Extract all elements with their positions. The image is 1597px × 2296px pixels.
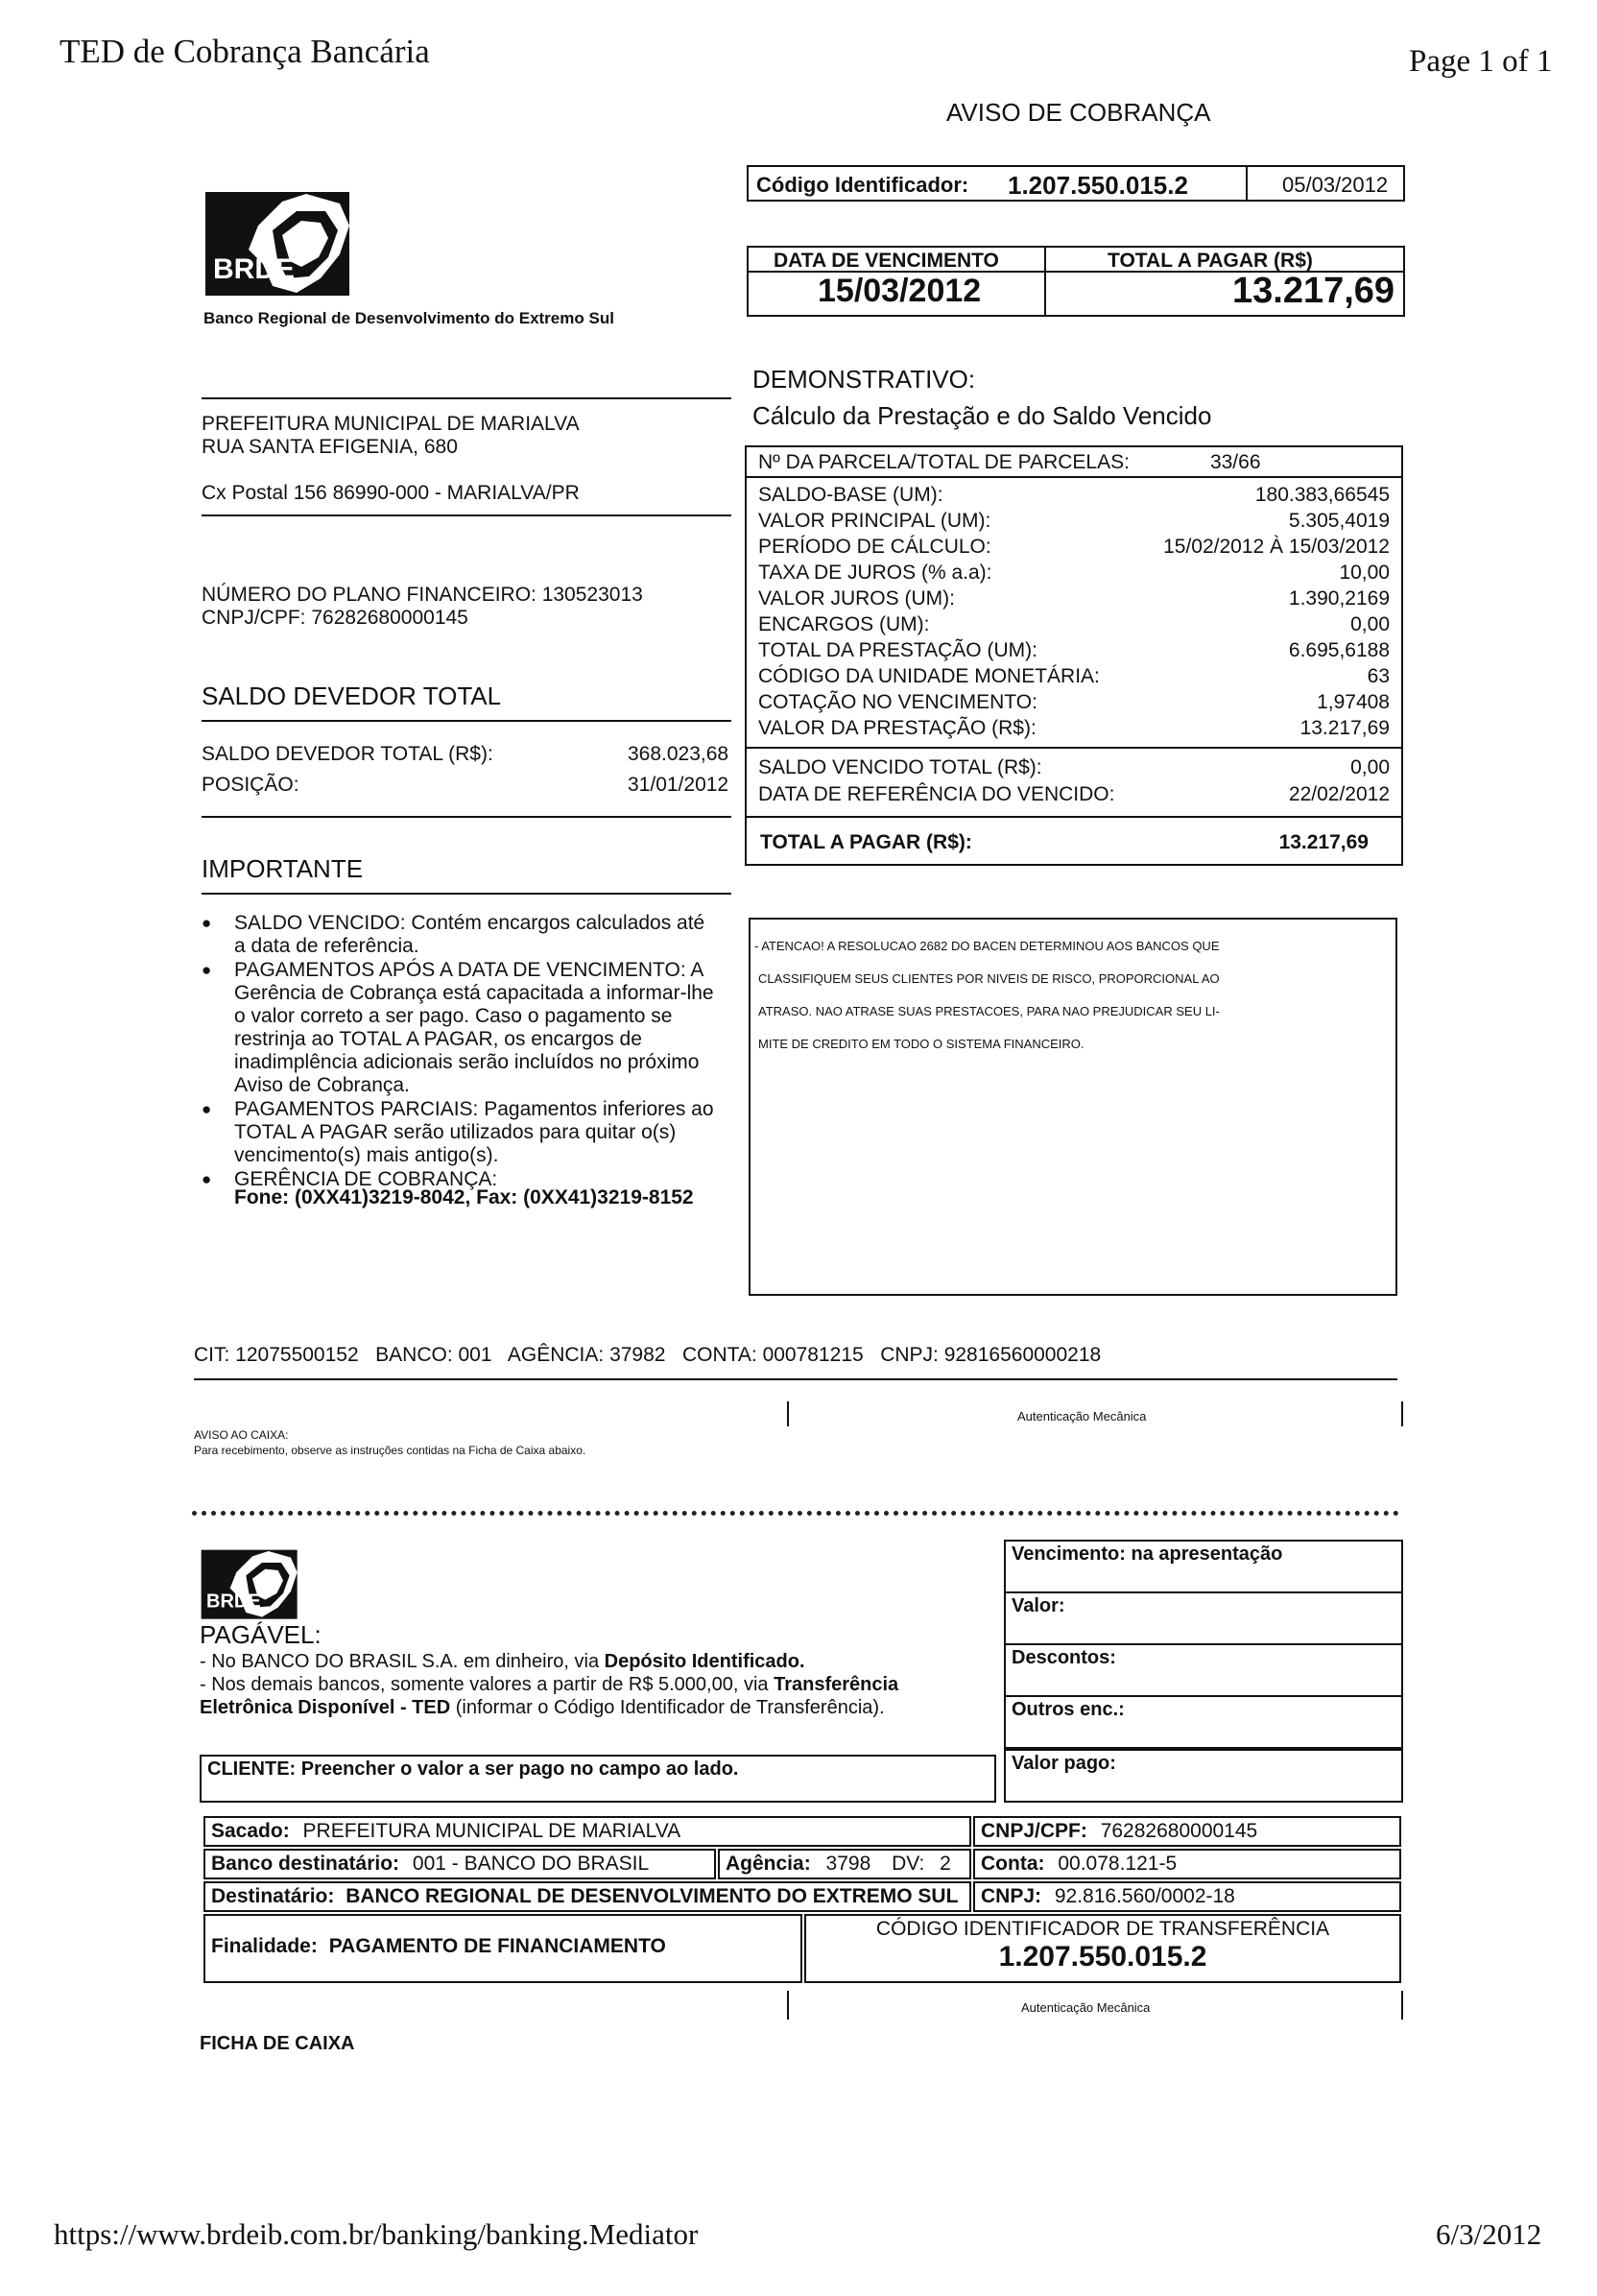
importante-item: ● PAGAMENTOS APÓS A DATA DE VENCIMENTO: A Gerência de Cobrança está capacitada a informar-lhe o valor correto a ser pago. Caso o pagamento se restrinja ao TOTAL A PAGAR, os encargos de inadimplência adicionais serão incluídos no próximo Aviso de Cobrança. (202, 959, 720, 1097)
demo-subtitle: Cálculo da Prestação e do Saldo Vencido (752, 401, 1212, 430)
banco-cell (203, 1849, 716, 1879)
cnpj-value: 92.816.560/0002-18 (1054, 1885, 1235, 1907)
pagavel-line1 (200, 1651, 805, 1673)
pagavel-line1-text: - No BANCO DO BRASIL S.A. em dinheiro, via (200, 1651, 605, 1672)
importante-title: IMPORTANTE (202, 854, 364, 883)
importante-item: ● GERÊNCIA DE COBRANÇA: (202, 1168, 720, 1191)
sacado-cell (203, 1816, 971, 1847)
demo-row-value: 5.305,4019 (1288, 510, 1390, 532)
logo-small-text: BRDE (206, 1590, 261, 1613)
auth-label-bottom: Autenticação Mecânica (1021, 2000, 1151, 2015)
agencia-value: 3798 (825, 1853, 871, 1875)
finalidade-cell (203, 1914, 802, 1983)
saldo-title: SALDO DEVEDOR TOTAL (202, 682, 502, 710)
banco-label: Banco destinatário: (211, 1853, 400, 1875)
address-line3: Cx Postal 156 86990-000 - MARIALVA/PR (202, 482, 580, 504)
pagavel-line2-bold: Transferência (774, 1674, 899, 1695)
document-title: TED de Cobrança Bancária (60, 33, 430, 70)
demo-row-value: 6.695,6188 (1288, 639, 1390, 661)
agencia-cell (718, 1849, 971, 1879)
notice-line: MITE DE CREDITO EM TODO O SISTEMA FINANCEIRO. (758, 1037, 1085, 1051)
demo-row-label: PERÍODO DE CÁLCULO: (758, 536, 991, 558)
brde-logo-small-graphic (200, 1543, 305, 1620)
id-code: 1.207.550.015.2 (1008, 171, 1188, 200)
vencido-label: DATA DE REFERÊNCIA DO VENCIDO: (758, 783, 1115, 805)
codigo-transferencia-cell (804, 1914, 1401, 1983)
vencimento-field: Vencimento: na apresentação (1004, 1540, 1403, 1593)
notice-title: AVISO DE COBRANÇA (946, 98, 1211, 127)
pagavel-line2 (200, 1674, 898, 1696)
cnpj-cell (973, 1881, 1401, 1912)
demo-row-label: TOTAL DA PRESTAÇÃO (UM): (758, 639, 1037, 661)
saldo-pos-label: POSIÇÃO: (202, 774, 299, 796)
saldo-total-label: SALDO DEVEDOR TOTAL (R$): (202, 743, 493, 765)
demo-row-value: 1.390,2169 (1288, 587, 1390, 610)
id-date: 05/03/2012 (1282, 173, 1389, 197)
pagavel-line1-bold: Depósito Identificado. (604, 1651, 805, 1672)
demo-row-value: 63 (1367, 665, 1390, 687)
demo-row-label: SALDO-BASE (UM): (758, 484, 943, 506)
destinatario-label: Destinatário: (211, 1885, 335, 1907)
ficha-caixa: FICHA DE CAIXA (200, 2033, 355, 2054)
page-number: Page 1 of 1 (1409, 44, 1553, 79)
demo-row-label: VALOR DA PRESTAÇÃO (R$): (758, 717, 1037, 739)
importante-phone: Fone: (0XX41)3219-8042, Fax: (0XX41)3219-8152 (234, 1186, 694, 1208)
conta-value: 00.078.121-5 (1058, 1853, 1178, 1875)
demo-row-label: VALOR PRINCIPAL (UM): (758, 510, 991, 532)
dv-label: DV: (892, 1853, 925, 1875)
finalidade-label: Finalidade: (211, 1935, 318, 1957)
demo-row-label: ENCARGOS (UM): (758, 613, 930, 635)
pagavel-line3-text: (informar o Código Identificador de Transferência). (450, 1697, 885, 1718)
notice-line: - ATENCAO! A RESOLUCAO 2682 DO BACEN DETERMINOU AOS BANCOS QUE (754, 939, 1220, 953)
bacen-notice-box (749, 918, 1397, 1296)
destinatario-value: BANCO REGIONAL DE DESENVOLVIMENTO DO EXTREMO SUL (346, 1885, 959, 1907)
outros-enc-field[interactable]: Outros enc.: (1004, 1695, 1403, 1749)
conta-label: Conta: (981, 1853, 1045, 1875)
cut-line (192, 1511, 1399, 1516)
due-label: DATA DE VENCIMENTO (774, 250, 999, 272)
notice-line: CLASSIFIQUEM SEUS CLIENTES POR NIVEIS DE RISCO, PROPORCIONAL AO (758, 971, 1220, 986)
demo-table (745, 445, 1403, 866)
cliente-box[interactable]: CLIENTE: Preencher o valor a ser pago no campo ao lado. (200, 1755, 996, 1803)
banco-value: 001 - BANCO DO BRASIL (412, 1853, 650, 1875)
auth-label-top: Autenticação Mecânica (1017, 1409, 1147, 1423)
demo-total-value: 13.217,69 (1278, 831, 1369, 853)
sacado-value: PREFEITURA MUNICIPAL DE MARIALVA (302, 1820, 681, 1842)
pagavel-line3 (200, 1697, 885, 1719)
id-box (747, 165, 1405, 202)
demo-row-value: 15/02/2012 À 15/03/2012 (1163, 536, 1390, 558)
parcela-value: 33/66 (1209, 451, 1261, 473)
total-value: 13.217,69 (1232, 271, 1395, 311)
id-label: Código Identificador: (756, 173, 969, 197)
descontos-field[interactable]: Descontos: (1004, 1643, 1403, 1697)
vencido-value: 22/02/2012 (1288, 783, 1390, 805)
demo-row-label: VALOR JUROS (UM): (758, 587, 955, 610)
demo-row-value: 1,97408 (1317, 691, 1390, 713)
address-line1: PREFEITURA MUNICIPAL DE MARIALVA (202, 413, 580, 435)
plan-cnpj: CNPJ/CPF: 76282680000145 (202, 607, 468, 629)
address-line2: RUA SANTA EFIGENIA, 680 (202, 436, 458, 458)
destinatario-cell (203, 1881, 971, 1912)
demo-row-value: 180.383,66545 (1254, 484, 1390, 506)
finalidade-value: PAGAMENTO DE FINANCIAMENTO (328, 1935, 666, 1957)
bank-name: Banco Regional de Desenvolvimento do Extremo Sul (203, 309, 614, 327)
vencido-label: SALDO VENCIDO TOTAL (R$): (758, 756, 1042, 778)
footer-url: https://www.brdeib.com.br/banking/banking.Mediator (54, 2217, 699, 2251)
demo-row-value: 0,00 (1350, 613, 1390, 635)
demo-title: DEMONSTRATIVO: (752, 365, 976, 394)
notice-line: ATRASO. NAO ATRASE SUAS PRESTACOES, PARA NAO PREJUDICAR SEU LI- (758, 1004, 1220, 1018)
logo-text: BRDE (213, 253, 296, 285)
demo-row-label: COTAÇÃO NO VENCIMENTO: (758, 691, 1037, 713)
pagavel-title: PAGÁVEL: (200, 1620, 322, 1649)
cnpjcpf-cell (973, 1816, 1401, 1847)
parcela-label: Nº DA PARCELA/TOTAL DE PARCELAS: (758, 451, 1130, 473)
saldo-total-value: 368.023,68 (628, 743, 729, 765)
sacado-label: Sacado: (211, 1820, 290, 1842)
demo-row-label: TAXA DE JUROS (% a.a): (758, 562, 992, 584)
pagavel-line2-text: - Nos demais bancos, somente valores a partir de R$ 5.000,00, via (200, 1674, 775, 1695)
brde-logo (205, 182, 359, 298)
demo-row-value: 13.217,69 (1299, 717, 1390, 739)
importante-item: ● SALDO VENCIDO: Contém encargos calculados até a data de referência. (202, 912, 720, 958)
cnpjcpf-value: 76282680000145 (1100, 1820, 1258, 1842)
vencido-value: 0,00 (1350, 756, 1390, 778)
footer-date: 6/3/2012 (1436, 2217, 1542, 2251)
conta-cell (973, 1849, 1401, 1879)
cnpj-label: CNPJ: (981, 1885, 1042, 1907)
demo-row-label: CÓDIGO DA UNIDADE MONETÁRIA: (758, 665, 1100, 687)
codigo-transferencia-label: CÓDIGO IDENTIFICADOR DE TRANSFERÊNCIA (875, 1918, 1330, 1940)
due-box (747, 246, 1405, 317)
importante-item: ● PAGAMENTOS PARCIAIS: Pagamentos inferiores ao TOTAL A PAGAR serão utilizados para quitar o(s) vencimento(s) mais antigo(s). (202, 1098, 720, 1167)
demo-row-value: 10,00 (1339, 562, 1390, 584)
agencia-label: Agência: (726, 1853, 811, 1875)
dv-value: 2 (940, 1853, 951, 1875)
brde-logo-graphic (205, 182, 359, 298)
valor-field[interactable]: Valor: (1004, 1591, 1403, 1645)
aviso-caixa-text: Para recebimento, observe as instruções contidas na Ficha de Caixa abaixo. (194, 1444, 586, 1457)
demo-total-label: TOTAL A PAGAR (R$): (760, 831, 972, 853)
valor-pago-field[interactable]: Valor pago: (1004, 1749, 1403, 1803)
brde-logo-small (200, 1543, 305, 1620)
importante-list (202, 912, 720, 1192)
saldo-pos-value: 31/01/2012 (628, 774, 729, 796)
plan-number: NÚMERO DO PLANO FINANCEIRO: 130523013 (202, 584, 643, 606)
due-value: 15/03/2012 (818, 273, 982, 309)
account-line: CIT: 12075500152 BANCO: 001 AGÊNCIA: 37982 CONTA: 000781215 CNPJ: 92816560000218 (194, 1344, 1102, 1366)
codigo-transferencia-value: 1.207.550.015.2 (998, 1941, 1207, 1973)
aviso-caixa-title: AVISO AO CAIXA: (194, 1428, 289, 1442)
total-label: TOTAL A PAGAR (R$) (1108, 250, 1313, 272)
pagavel-line3-bold: Eletrônica Disponível - TED (200, 1697, 451, 1718)
cnpjcpf-label: CNPJ/CPF: (981, 1820, 1087, 1842)
